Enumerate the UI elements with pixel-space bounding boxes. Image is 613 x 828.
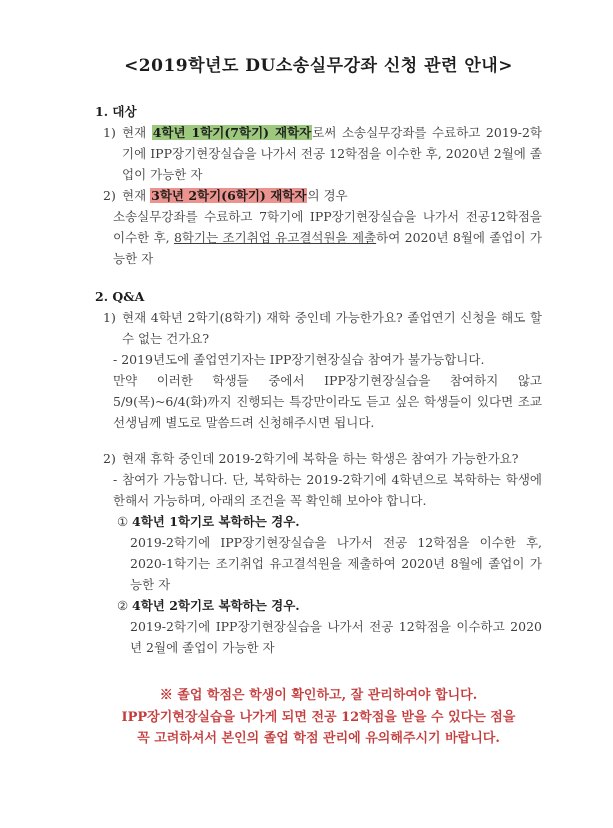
section-qna-heading: 2. Q&A xyxy=(95,289,145,304)
qna-answer-2: - 참여가 가능합니다. 단, 복학하는 2019-2학기에 4학년으로 복학하는 학생에 한해서 가능하며, 아래의 조건을 꼭 확인해 보아야 합니다. xyxy=(113,472,542,508)
case-marker-circled-1: ① xyxy=(117,514,129,529)
notice-line-2: IPP장기현장실습을 나가게 되면 전공 12학점을 받을 수 있다는 점을 xyxy=(121,709,516,725)
item-marker: 1) xyxy=(103,310,116,325)
target-item-2-text xyxy=(122,185,542,206)
qna-item-2 xyxy=(95,448,542,469)
target-item-2-body xyxy=(113,206,542,269)
item-text-post: 로써 소송실무강좌를 수료하고 2019-2학기에 IPP장기현장실습을 나가서 전공 12학점을 이수한 후, 2020년 2월에 졸업이 가능한 자 xyxy=(122,125,542,182)
green-highlight-text: 4학년 1학기(7학기) 재학자 xyxy=(152,125,312,140)
document-body xyxy=(95,55,542,750)
qna-answer-1-note: 만약 이러한 학생들 중에서 IPP장기현장실습을 참여하지 않고 5/9(목)~6/4(화)까지 진행되는 특강만이라도 듣고 싶은 학생들이 있다면 조교선생님께 별도로 말씀드려 신청해주시면 됩니다. xyxy=(113,373,542,430)
case-1-title: 4학년 1학기로 복학하는 경우. xyxy=(132,514,300,529)
case-item-1 xyxy=(95,511,542,532)
section-target-heading: 1. 대상 xyxy=(95,104,137,119)
notice-line-3: 꼭 고려하셔서 본인의 졸업 학점 관리에 유의해주시기 바랍니다. xyxy=(137,731,500,746)
case-1-body: 2019-2학기에 IPP장기현장실습을 나가서 전공 12학점을 이수한 후, 2020-1학기는 조기취업 유고결석원을 제출하여 2020년 8월에 졸업이 가능한 자 xyxy=(130,535,542,592)
section-qna xyxy=(95,286,542,658)
notice-line-1: ※ 졸업 학점은 학생이 확인하고, 잘 관리하여야 합니다. xyxy=(159,688,478,703)
case-2-body: 2019-2학기에 IPP장기현장실습을 나가서 전공 12학점을 이수하고 2020년 2월에 졸업이 가능한 자 xyxy=(130,619,542,655)
qna-item-1 xyxy=(95,307,542,349)
qna-question-1: 현재 4학년 2학기(8학기) 재학 중인데 가능한가요? 졸업연기 신청을 해도 할 수 없는 건가요? xyxy=(122,310,542,346)
item-marker: 1) xyxy=(103,125,116,140)
item-text-pre: 현재 xyxy=(122,188,151,203)
qna-question-2: 현재 휴학 중인데 2019-2학기에 복학을 하는 학생은 참여가 가능한가요? xyxy=(122,451,519,466)
red-highlight-text: 3학년 2학기(6학기) 재학자 xyxy=(151,188,307,203)
underlined-text: 8학기는 조기취업 유고결석원을 제출 xyxy=(173,230,377,245)
item-text-post: 의 경우 xyxy=(307,188,348,203)
item-marker: 2) xyxy=(103,188,116,203)
case-marker-circled-2: ② xyxy=(117,598,129,613)
target-item-1 xyxy=(95,122,542,185)
body-text-post: 하여 2020년 8월에 졸업이 가능한 자 xyxy=(113,230,542,266)
case-2-title: 4학년 2학기로 복학하는 경우. xyxy=(132,598,300,613)
target-item-2 xyxy=(95,185,542,206)
case-item-2 xyxy=(95,595,542,616)
target-item-1-text xyxy=(122,122,542,185)
body-text-pre: 소송실무강좌를 수료하고 7학기에 IPP장기현장실습을 나가서 전공12학점을 이수한 후, xyxy=(113,209,542,245)
item-marker: 2) xyxy=(103,451,116,466)
doc-title: <2019학년도 DU소송실무강좌 신청 관련 안내> xyxy=(124,56,513,76)
qna-answer-1: - 2019년도에 졸업연기자는 IPP장기현장실습 참여가 불가능합니다. xyxy=(113,352,485,367)
notice-block xyxy=(95,685,542,750)
item-text-pre: 현재 xyxy=(122,125,152,140)
section-target xyxy=(95,101,542,269)
